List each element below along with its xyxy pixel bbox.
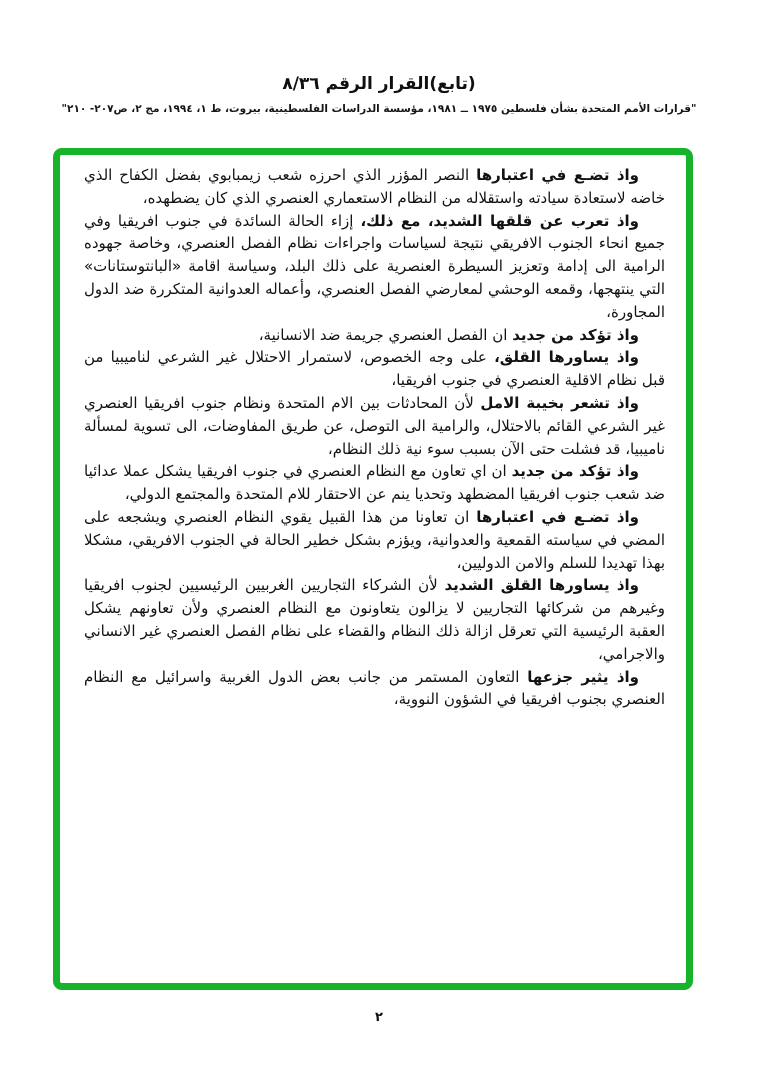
paragraph-text: التعاون المستمر من جانب بعض الدول الغربية واسرائيل مع النظام العنصري بجنوب افريقيا في الشؤون النووية، xyxy=(84,667,665,709)
paragraph-lead: واذ تشعر بخيبة الامل xyxy=(480,393,640,412)
resolution-body-text xyxy=(84,164,665,711)
document-title: (تابع)القرار الرقم ٨/٣٦ xyxy=(282,74,476,94)
paragraph xyxy=(84,574,665,665)
paragraph-lead: واذ يثير جزعها xyxy=(527,667,639,686)
paragraph-lead: واذ تضـع في اعتبارها xyxy=(476,507,639,526)
paragraph-text: ان تعاونا من هذا القبيل يقوي النظام العنصري ويشجعه على المضي في سياسته القمعية والعدوانية، ويؤزم بشكل خطير الحالة في الجنوب الافريقي، مشكلا بهذا تهديدا للسلم والامن الدوليين، xyxy=(84,507,665,572)
paragraph-lead: واذ تؤكد من جديد xyxy=(512,325,639,344)
paragraph xyxy=(84,460,665,506)
paragraph-text: النصر المؤزر الذي احرزه شعب زيمبابوي بفضل الكفاح الذي خاضه لاستعادة سيادته واستقلاله من النظام الاستعماري العنصري الذي كان يضطهده، xyxy=(84,166,665,207)
paragraph xyxy=(84,506,665,574)
page-number: ٢ xyxy=(375,1010,383,1025)
paragraph xyxy=(84,392,665,460)
paragraph-lead: واذ تضـع في اعتبارها xyxy=(476,166,639,184)
paragraph xyxy=(84,324,665,347)
paragraph-lead: واذ تؤكد من جديد xyxy=(511,462,639,481)
paragraph-text: لأن المحادثات بين الام المتحدة ونظام جنوب افريقيا العنصري غير الشرعي القائم بالاحتلال، والرامية الى التوصل، عن طريق المفاوضات، الى تسوية لمسألة ناميبيا، قد فشلت حتى الآن بسبب سوء نية ذلك النظام، xyxy=(84,393,665,458)
paragraph xyxy=(84,210,665,324)
paragraph-lead: واذ تعرب عن قلقها الشديد، مع ذلك، xyxy=(360,211,639,230)
paragraph xyxy=(84,666,665,712)
paragraph-text: ان الفصل العنصري جريمة ضد الانسانية، xyxy=(258,325,513,344)
paragraph-lead: واذ يساورها القلق، xyxy=(494,348,639,367)
paragraph-text: على وجه الخصوص، لاستمرار الاحتلال غير الشرعي لناميبيا من قبل نظام الاقلية العنصري في جنوب افريقيا، xyxy=(84,348,665,390)
paragraph xyxy=(84,346,665,392)
citation-line: "قرارات الأمم المتحدة بشأن فلسطين ١٩٧٥ ــ ١٩٨١، مؤسسة الدراسات الفلسطينية، بيروت، ط ١، ١٩٩٤، مج ٢، ص٢٠٧- ٢١٠" xyxy=(61,103,697,115)
paragraph-lead: واذ يساورها القلق الشديد xyxy=(444,576,640,595)
paragraph-text: لأن الشركاء التجاريين الغربيين الرئيسيين لجنوب افريقيا وغيرهم من شركائها التجاريين لا يزالون يتعاونون مع النظام العنصري ولأن تعاونهم يشكل العقبة الرئيسية التي تعرقل ازالة ذلك النظام والقضاء على نظام الفصل العنصري غير الانساني والاجرامي، xyxy=(84,576,665,663)
paragraph-text: إزاء الحالة السائدة في جنوب افريقيا وفي جميع انحاء الجنوب الافريقي نتيجة لسياسات واجراءات نظام الفصل العنصري، وخاصة جهوده الرامية الى إدامة وتعزيز السيطرة العنصرية على ذلك البلد، وسياسة اقامة «البانتوستانات» التي ينتهجها، وقمعه الوحشي لمعارضي الفصل العنصري، وأعماله العدوانية المتكررة ضد الدول المجاورة، xyxy=(84,211,665,321)
paragraph-text: ان اي تعاون مع النظام العنصري في جنوب افريقيا يشكل عملا عدائيا ضد شعب جنوب افريقيا المضطهد وتحديا ينم عن الاحتقار للام المتحدة والمجتمع الدولي، xyxy=(84,462,665,504)
highlight-frame xyxy=(53,148,693,990)
paragraph xyxy=(84,164,665,210)
